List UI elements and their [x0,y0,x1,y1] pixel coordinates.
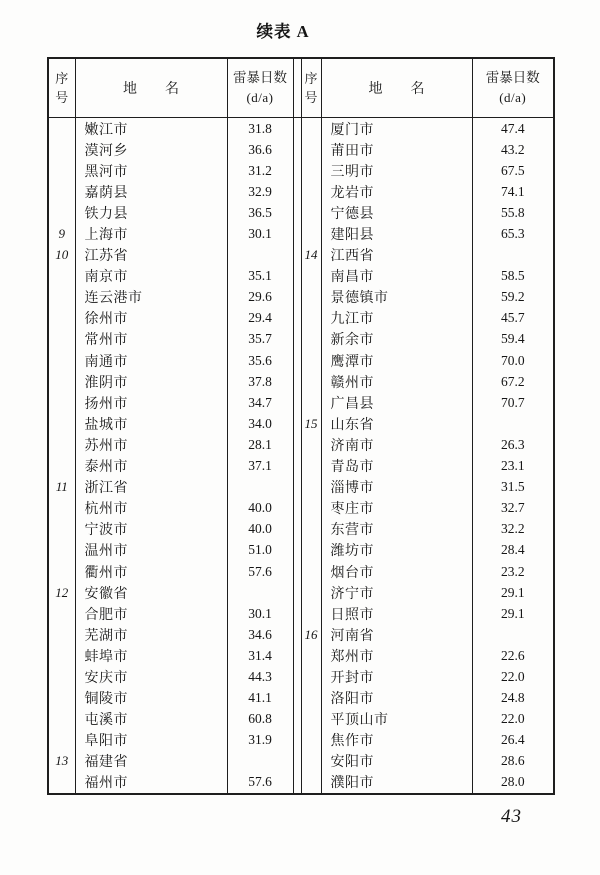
name-cell-right: 烟台市 [321,561,472,582]
value-cell-right: 45.7 [500,310,525,326]
value-cell-right: 31.5 [500,479,525,495]
serial-cell-left [48,688,75,709]
header-value-right-title: 雷暴日数 [485,69,540,85]
table-row [48,772,554,794]
value-cell-right: 70.7 [500,394,525,410]
serial-cell-right: 14 [301,245,321,266]
serial-cell-right [301,392,321,413]
value-cell-left: 34.6 [227,624,293,645]
half-divider [293,266,301,287]
table-row [48,118,554,140]
value-cell-right: 28.6 [500,753,525,769]
name-cell-left: 铜陵市 [75,688,227,709]
name-cell-right: 焦作市 [321,730,472,751]
name-cell-left: 阜阳市 [75,730,227,751]
serial-cell-right [301,181,321,202]
half-divider [293,139,301,160]
header-value-left [227,58,293,118]
value-cell-right: 26.3 [500,436,525,452]
value-cell-right [472,413,554,434]
value-cell-left: 37.8 [227,371,293,392]
name-cell-left: 合肥市 [75,603,227,624]
serial-cell-left [48,287,75,308]
serial-cell-left [48,645,75,666]
serial-cell-right [301,751,321,772]
serial-cell-right: 16 [301,624,321,645]
table-row [48,287,554,308]
table-row [48,603,554,624]
serial-cell-left [48,371,75,392]
value-cell-left: 57.6 [227,772,293,794]
name-cell-left: 常州市 [75,329,227,350]
half-divider [293,223,301,244]
name-cell-right: 广昌县 [321,392,472,413]
name-cell-left: 江苏省 [75,245,227,266]
name-cell-left: 上海市 [75,223,227,244]
half-divider [293,498,301,519]
serial-cell-left [48,519,75,540]
name-cell-left: 淮阴市 [75,371,227,392]
half-divider [293,624,301,645]
name-cell-right: 郑州市 [321,645,472,666]
name-cell-left: 漠河乡 [75,139,227,160]
serial-cell-left: 12 [48,582,75,603]
serial-cell-left [48,413,75,434]
serial-cell-right [301,645,321,666]
name-cell-left: 杭州市 [75,498,227,519]
half-divider [293,709,301,730]
table-row [48,645,554,666]
name-cell-right: 建阳县 [321,223,472,244]
table-row [48,477,554,498]
table-row [48,561,554,582]
serial-cell-right [301,223,321,244]
value-cell-right: 65.3 [500,226,525,242]
table-header [48,58,554,118]
value-cell-right: 23.2 [500,563,525,579]
name-cell-right: 河南省 [321,624,472,645]
value-cell-right: 74.1 [500,183,525,199]
value-cell-right: 59.2 [500,289,525,305]
serial-cell-left [48,709,75,730]
value-cell-left: 32.9 [227,181,293,202]
page-number: 43 [501,806,522,827]
value-cell-left: 41.1 [227,688,293,709]
table-row [48,308,554,329]
serial-cell-left [48,266,75,287]
name-cell-left: 嘉荫县 [75,181,227,202]
value-cell-right: 29.1 [500,605,525,621]
name-cell-right: 景德镇市 [321,287,472,308]
value-cell-right: 32.2 [500,521,525,537]
half-divider [293,308,301,329]
value-cell-left: 30.1 [227,603,293,624]
serial-cell-right [301,202,321,223]
name-cell-left: 连云港市 [75,287,227,308]
half-divider [293,118,301,140]
name-cell-right: 平顶山市 [321,709,472,730]
half-divider [293,456,301,477]
name-cell-right: 济南市 [321,434,472,455]
half-divider [293,666,301,687]
serial-cell-right [301,456,321,477]
serial-cell-right [301,308,321,329]
table-row [48,666,554,687]
value-cell-left: 31.4 [227,645,293,666]
value-cell-right: 28.0 [500,774,525,790]
serial-cell-left [48,456,75,477]
name-cell-left: 南京市 [75,266,227,287]
name-cell-right: 三明市 [321,160,472,181]
value-cell-left: 35.6 [227,350,293,371]
serial-cell-right [301,561,321,582]
half-divider [293,477,301,498]
serial-cell-left [48,603,75,624]
serial-cell-right [301,772,321,794]
half-divider [293,561,301,582]
value-cell-left: 29.4 [227,308,293,329]
value-cell-right: 22.0 [500,711,525,727]
serial-cell-right [301,477,321,498]
value-cell-right [472,245,554,266]
name-cell-right: 济宁市 [321,582,472,603]
table-row [48,688,554,709]
half-divider [293,772,301,794]
table-row [48,730,554,751]
value-cell-left: 40.0 [227,498,293,519]
value-cell-left: 60.8 [227,709,293,730]
serial-cell-right [301,350,321,371]
serial-cell-right [301,688,321,709]
value-cell-right: 22.6 [500,647,525,663]
table-row [48,160,554,181]
serial-cell-left: 13 [48,751,75,772]
value-cell-right: 28.4 [500,542,525,558]
name-cell-right: 安阳市 [321,751,472,772]
name-cell-right: 东营市 [321,519,472,540]
header-serial-left: 序号 [48,58,75,118]
serial-cell-right [301,603,321,624]
header-value-left-title: 雷暴日数 [233,69,287,85]
half-divider [293,202,301,223]
name-cell-right: 濮阳市 [321,772,472,794]
value-cell-left: 34.0 [227,413,293,434]
value-cell-right: 47.4 [500,120,525,136]
name-cell-left: 福建省 [75,751,227,772]
table-row [48,709,554,730]
serial-cell-right [301,730,321,751]
serial-cell-left [48,202,75,223]
name-cell-left: 浙江省 [75,477,227,498]
value-cell-right: 29.1 [500,584,525,600]
serial-cell-left [48,350,75,371]
name-cell-right: 新余市 [321,329,472,350]
name-cell-right: 青岛市 [321,456,472,477]
serial-cell-left [48,392,75,413]
value-cell-left: 31.2 [227,160,293,181]
half-divider [293,730,301,751]
value-cell-right: 43.2 [500,141,525,157]
name-cell-right: 厦门市 [321,118,472,140]
table-row [48,392,554,413]
value-cell-left: 29.6 [227,287,293,308]
serial-cell-right [301,519,321,540]
serial-cell-left [48,308,75,329]
serial-cell-left [48,666,75,687]
table-row [48,434,554,455]
serial-cell-left [48,160,75,181]
header-name-left: 地 名 [75,58,227,118]
half-divider [293,392,301,413]
name-cell-right: 山东省 [321,413,472,434]
table-row [48,751,554,772]
serial-cell-right: 15 [301,413,321,434]
name-cell-right: 潍坊市 [321,540,472,561]
table-row [48,582,554,603]
name-cell-left: 盐城市 [75,413,227,434]
half-divider [293,350,301,371]
name-cell-left: 安徽省 [75,582,227,603]
value-cell-left: 36.6 [227,139,293,160]
serial-cell-right [301,329,321,350]
half-divider [293,181,301,202]
name-cell-left: 芜湖市 [75,624,227,645]
half-divider [293,751,301,772]
value-cell-right: 26.4 [500,732,525,748]
header-value-left-unit: (d/a) [246,90,274,106]
name-cell-right: 赣州市 [321,371,472,392]
half-divider [293,540,301,561]
name-cell-left: 嫩江市 [75,118,227,140]
header-value-right [472,58,554,118]
value-cell-right: 55.8 [500,204,525,220]
table-row [48,624,554,645]
table-row [48,456,554,477]
half-divider [293,688,301,709]
name-cell-left: 宁波市 [75,519,227,540]
value-cell-right: 22.0 [500,668,525,684]
value-cell-left: 28.1 [227,434,293,455]
serial-cell-right [301,266,321,287]
value-cell-left [227,245,293,266]
value-cell-right: 24.8 [500,690,525,706]
name-cell-left: 铁力县 [75,202,227,223]
name-cell-right: 龙岩市 [321,181,472,202]
table-row [48,350,554,371]
table-row [48,498,554,519]
header-name-right: 地 名 [321,58,472,118]
name-cell-left: 安庆市 [75,666,227,687]
half-divider [293,58,301,118]
serial-cell-left: 9 [48,223,75,244]
half-divider [293,603,301,624]
name-cell-left: 南通市 [75,350,227,371]
table-row [48,371,554,392]
name-cell-left: 衢州市 [75,561,227,582]
serial-cell-left [48,772,75,794]
serial-cell-left [48,329,75,350]
table-row [48,540,554,561]
serial-cell-right [301,287,321,308]
name-cell-left: 温州市 [75,540,227,561]
value-cell-left: 34.7 [227,392,293,413]
header-serial-right: 序号 [301,58,321,118]
value-cell-right: 70.0 [500,352,525,368]
serial-cell-right [301,666,321,687]
name-cell-right: 日照市 [321,603,472,624]
value-cell-left [227,582,293,603]
name-cell-left: 屯溪市 [75,709,227,730]
thunderstorm-days-table [47,57,555,795]
name-cell-right: 枣庄市 [321,498,472,519]
value-cell-left: 30.1 [227,223,293,244]
half-divider [293,160,301,181]
header-value-right-unit: (d/a) [499,90,527,106]
name-cell-right: 九江市 [321,308,472,329]
name-cell-left: 苏州市 [75,434,227,455]
value-cell-left: 40.0 [227,519,293,540]
table-body [48,118,554,795]
table-title: 续表 A [256,22,310,41]
name-cell-left: 扬州市 [75,392,227,413]
name-cell-right: 鹰潭市 [321,350,472,371]
half-divider [293,645,301,666]
name-cell-right: 淄博市 [321,477,472,498]
serial-cell-right [301,434,321,455]
name-cell-right: 开封市 [321,666,472,687]
table-row [48,139,554,160]
table-row [48,202,554,223]
value-cell-left: 35.7 [227,329,293,350]
serial-cell-right [301,160,321,181]
value-cell-right [472,624,554,645]
value-cell-left [227,477,293,498]
half-divider [293,519,301,540]
half-divider [293,434,301,455]
value-cell-left: 35.1 [227,266,293,287]
value-cell-left: 44.3 [227,666,293,687]
value-cell-left: 31.8 [227,118,293,140]
serial-cell-left: 10 [48,245,75,266]
table-row [48,519,554,540]
header-row [48,58,554,118]
name-cell-right: 莆田市 [321,139,472,160]
half-divider [293,329,301,350]
half-divider [293,413,301,434]
value-cell-left: 37.1 [227,456,293,477]
table-row [48,329,554,350]
serial-cell-left [48,118,75,140]
name-cell-right: 南昌市 [321,266,472,287]
name-cell-left: 福州市 [75,772,227,794]
value-cell-left: 36.5 [227,202,293,223]
serial-cell-left [48,434,75,455]
value-cell-right: 67.5 [500,162,525,178]
value-cell-right: 58.5 [500,268,525,284]
table-row [48,413,554,434]
table-row [48,223,554,244]
serial-cell-right [301,582,321,603]
value-cell-left [227,751,293,772]
serial-cell-right [301,709,321,730]
serial-cell-right [301,498,321,519]
half-divider [293,245,301,266]
value-cell-left: 51.0 [227,540,293,561]
value-cell-right: 67.2 [500,373,525,389]
serial-cell-left: 11 [48,477,75,498]
value-cell-left: 57.6 [227,561,293,582]
value-cell-right: 59.4 [500,331,525,347]
serial-cell-left [48,561,75,582]
half-divider [293,582,301,603]
value-cell-right: 23.1 [500,458,525,474]
serial-cell-right [301,540,321,561]
name-cell-left: 黑河市 [75,160,227,181]
serial-cell-left [48,540,75,561]
serial-cell-right [301,118,321,140]
table-row [48,245,554,266]
name-cell-left: 泰州市 [75,456,227,477]
serial-cell-left [48,730,75,751]
value-cell-right: 32.7 [500,500,525,516]
name-cell-right: 江西省 [321,245,472,266]
name-cell-right: 洛阳市 [321,688,472,709]
table-row [48,181,554,202]
name-cell-left: 徐州市 [75,308,227,329]
serial-cell-left [48,139,75,160]
serial-cell-right [301,371,321,392]
serial-cell-right [301,139,321,160]
serial-cell-left [48,498,75,519]
table-row [48,266,554,287]
half-divider [293,371,301,392]
name-cell-left: 蚌埠市 [75,645,227,666]
serial-cell-left [48,624,75,645]
serial-cell-left [48,181,75,202]
value-cell-left: 31.9 [227,730,293,751]
name-cell-right: 宁德县 [321,202,472,223]
half-divider [293,287,301,308]
